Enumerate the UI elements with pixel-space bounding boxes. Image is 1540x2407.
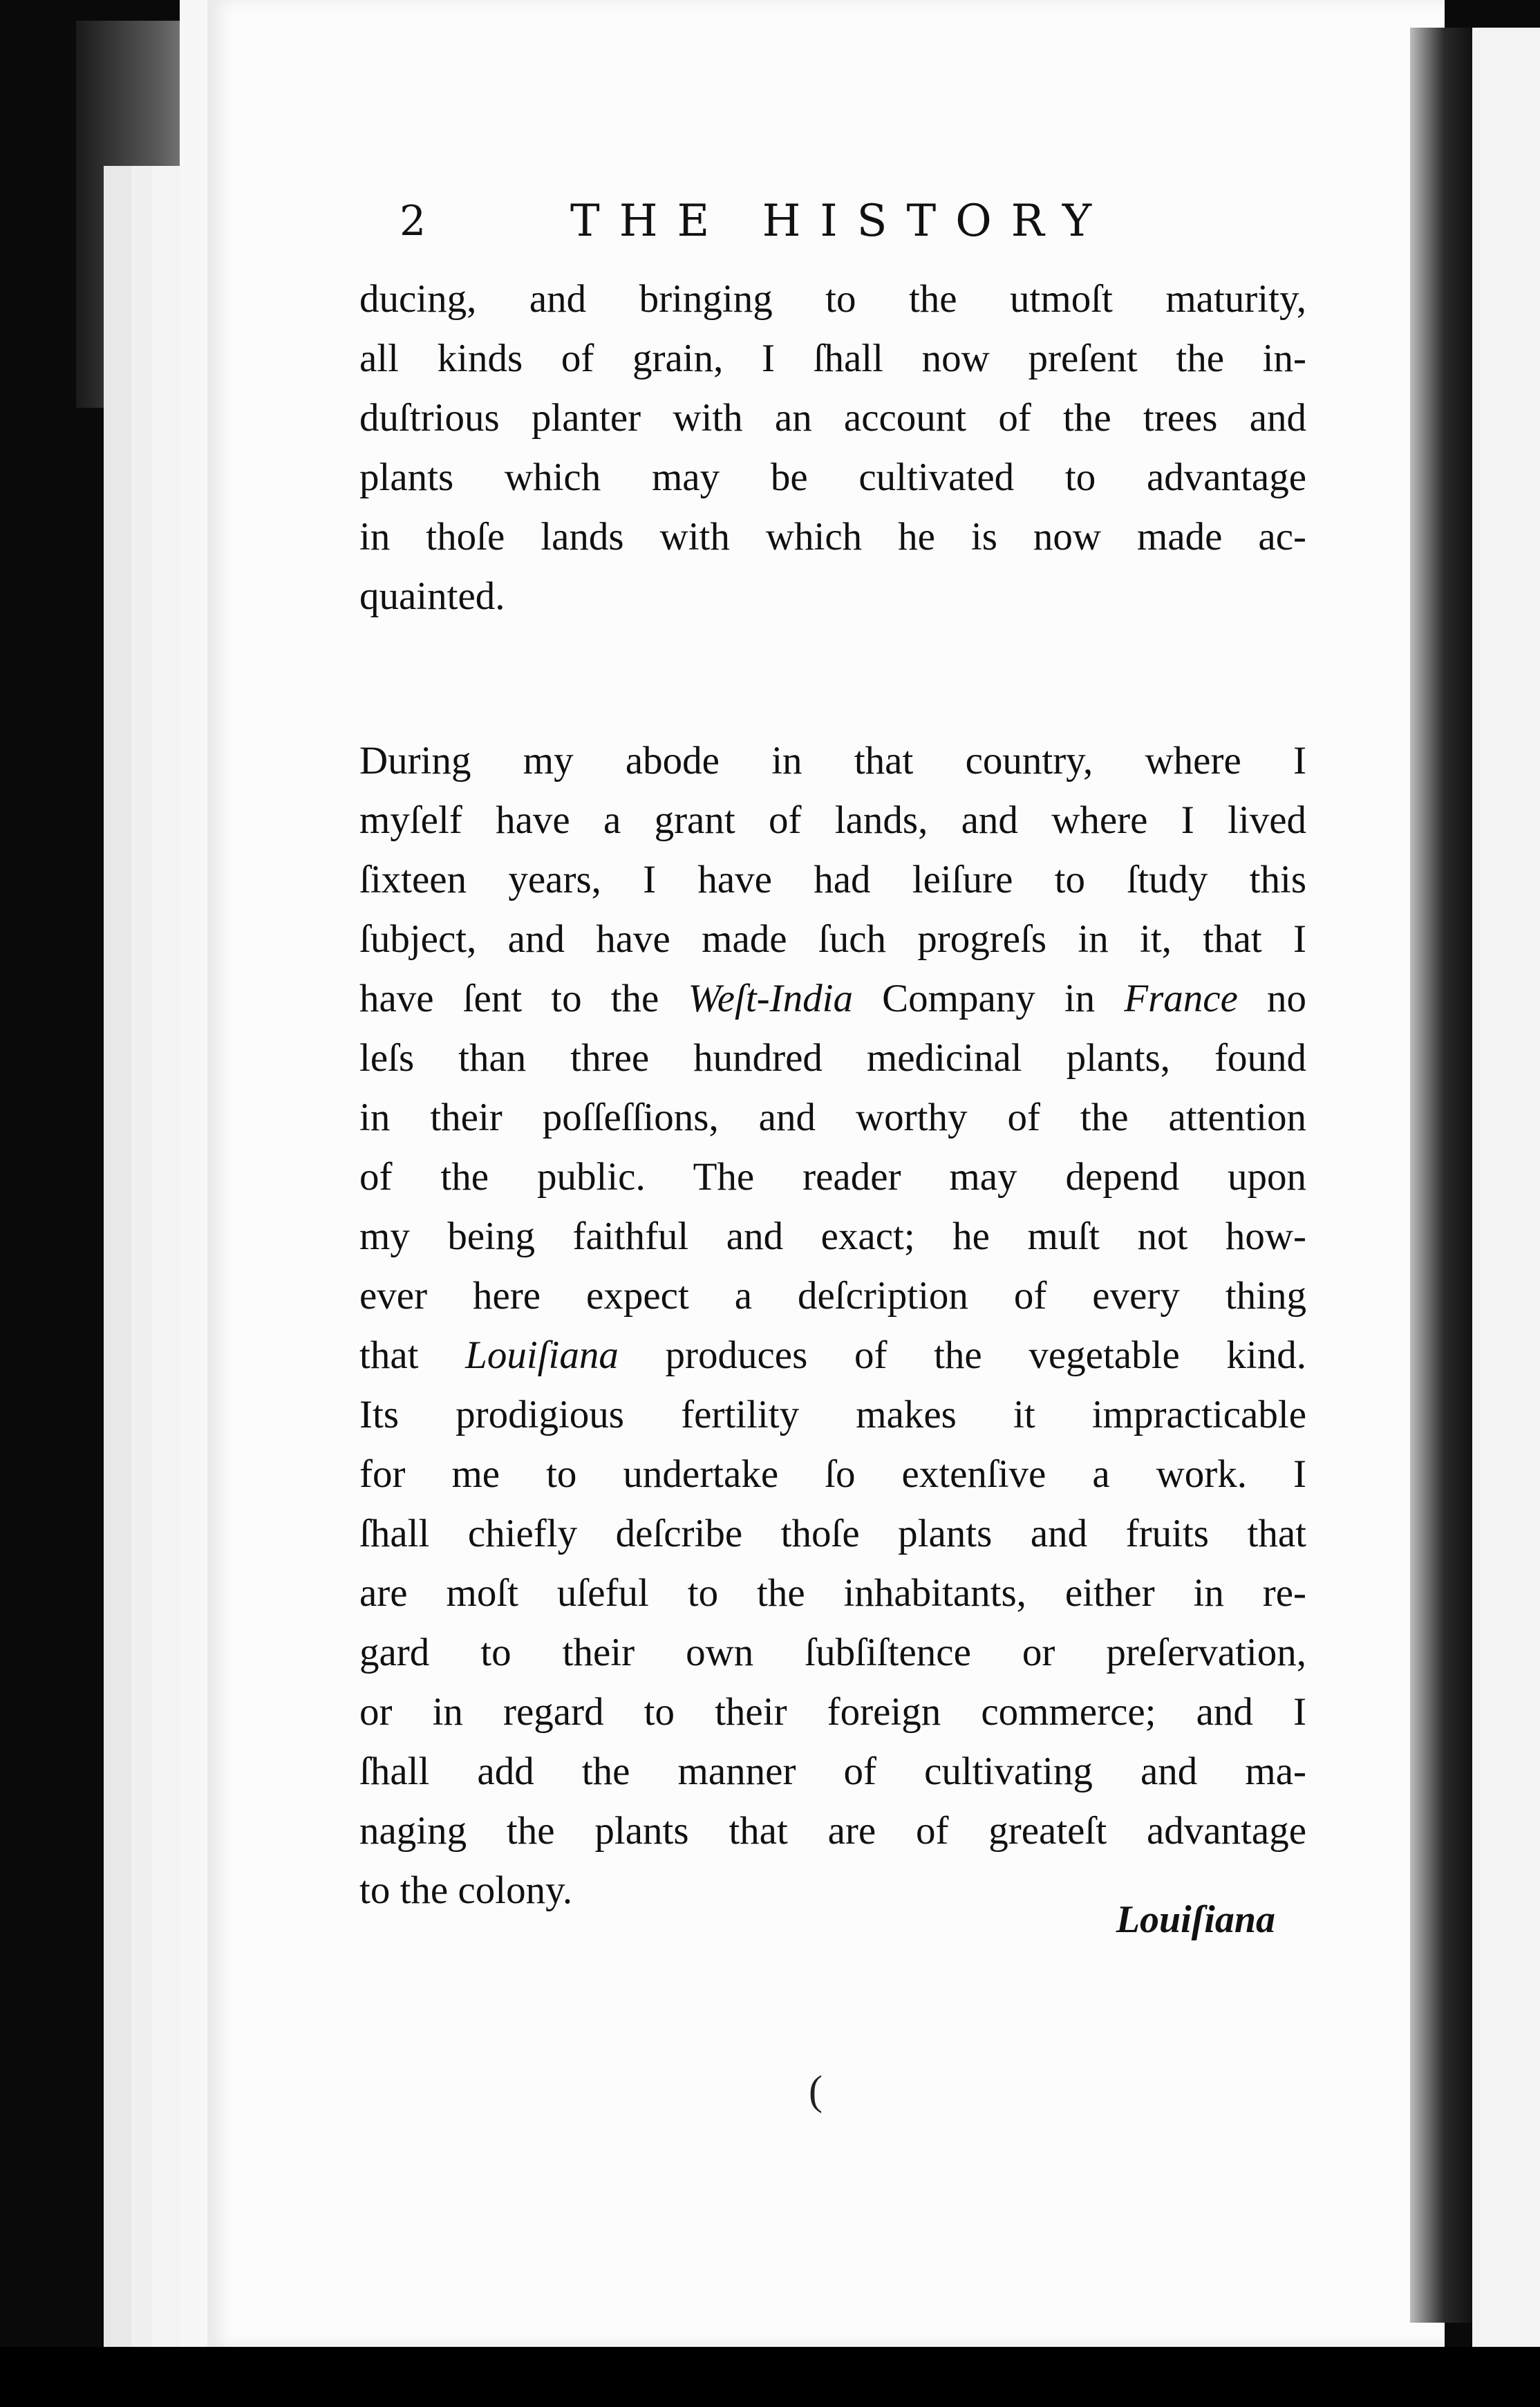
text-line: for me to undertake ſo extenſive a work. I [359, 1452, 1306, 1496]
text-line: plants which may be cultivated to advantage [359, 456, 1306, 499]
paragraph-2 [359, 731, 1306, 1920]
running-head: THE HISTORY [570, 196, 1111, 247]
text-line: ſhall add the manner of cultivating and ma- [359, 1750, 1306, 1793]
text-line: ſhall chiefly deſcribe thoſe plants and fruits that [359, 1512, 1306, 1555]
text-line: in thoſe lands with which he is now made ac- [359, 515, 1306, 559]
text-line: During my abode in that country, where I [359, 739, 1306, 783]
page-edge [104, 166, 134, 2352]
text-line: are moſt uſeful to the inhabitants, either in re- [359, 1571, 1306, 1615]
italic-text: Louiſiana [465, 1333, 619, 1377]
page-header [394, 187, 1362, 263]
italic-text: France [1124, 977, 1238, 1020]
text-line: in their poſſeſſions, and worthy of the attention [359, 1096, 1306, 1139]
facing-page-edge [1472, 28, 1540, 2392]
text-run: no [1237, 977, 1306, 1020]
text-line: to the colony. [359, 1869, 573, 1912]
text-line: leſs than three hundred medicinal plants, found [359, 1036, 1306, 1080]
scan-border [0, 2347, 1540, 2407]
text-line: of the public. The reader may depend upon [359, 1155, 1306, 1199]
page-edge [131, 166, 155, 2352]
text-line: or in regard to their foreign commerce; and I [359, 1690, 1306, 1734]
paragraph-1 [359, 270, 1306, 626]
text-line: duſtrious planter with an account of the trees and [359, 396, 1306, 440]
italic-text: Weſt-India [688, 977, 853, 1020]
text-run: have ſent to the [359, 977, 688, 1020]
text-run: produces of the vegetable kind. [618, 1333, 1306, 1377]
catchword: Louiſiana [1116, 1898, 1275, 1941]
page-number: 2 [400, 197, 426, 245]
text-line: ſixteen years, I have had leiſure to ſtudy this [359, 858, 1306, 901]
text-line [359, 969, 1306, 1029]
text-run: that [359, 1333, 466, 1377]
text-line: ſubject, and have made ſuch progreſs in it, that I [359, 917, 1306, 961]
stray-mark: ( [809, 2068, 823, 2113]
text-line: my being faithful and exact; he muſt not how- [359, 1215, 1306, 1258]
page-edge [152, 166, 182, 2352]
text-line: gard to their own ſubſiſtence or preſervation, [359, 1631, 1306, 1674]
text-line: ever here expect a deſcription of every thing [359, 1274, 1306, 1318]
text-line: all kinds of grain, I ſhall now preſent the in- [359, 337, 1306, 380]
page-body [359, 270, 1306, 1920]
text-line: myſelf have a grant of lands, and where I lived [359, 798, 1306, 842]
text-run: Company in [852, 977, 1125, 1020]
page-edge [180, 0, 209, 2352]
text-line: ducing, and bringing to the utmoſt maturity, [359, 277, 1306, 321]
text-line: naging the plants that are of greateſt advantage [359, 1809, 1306, 1853]
facing-page-shadow [1410, 28, 1472, 2323]
text-line [359, 1326, 1306, 1385]
text-line: Its prodigious fertility makes it impracticable [359, 1393, 1306, 1436]
text-line: quainted. [359, 574, 505, 618]
